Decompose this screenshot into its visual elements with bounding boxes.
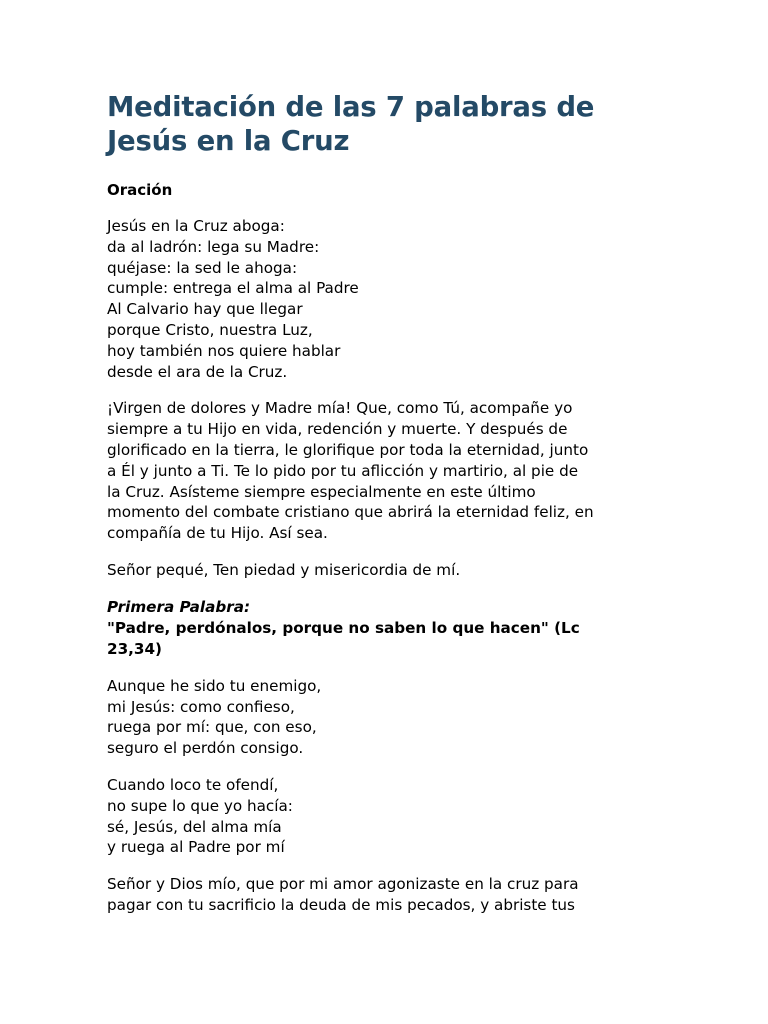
paragraph-line: momento del combate cristiano que abrirá la eternidad feliz, en: [107, 503, 594, 522]
poem-line: Jesús en la Cruz aboga:: [107, 217, 285, 235]
title-line: Meditación de las 7 palabras de: [107, 91, 595, 123]
poem-line: Cuando loco te ofendí,: [107, 775, 279, 794]
document-title: [107, 90, 668, 158]
paragraph-line: ¡Virgen de dolores y Madre mía! Que, como Tú, acompañe yo: [107, 399, 573, 418]
poem-line: sé, Jesús, del alma mía: [107, 817, 282, 836]
poem-line: hoy también nos quiere hablar: [107, 341, 341, 360]
senor-peque-paragraph: [107, 560, 668, 581]
paragraph-line: Señor y Dios mío, que por mi amor agonizaste en la cruz para: [107, 875, 579, 894]
poem-line: quéjase: la sed le ahoga:: [107, 258, 298, 277]
section-quote-line: "Padre, perdónalos, porque no saben lo que hacen" (Lc: [107, 618, 580, 637]
paragraph-line: siempre a tu Hijo en vida, redención y muerte. Y después de: [107, 420, 568, 439]
title-line: Jesús en la Cruz: [107, 125, 350, 157]
poem-line: no supe lo que yo hacía:: [107, 796, 293, 815]
poem-line: y ruega al Padre por mí: [107, 838, 285, 857]
poem-line: desde el ara de la Cruz.: [107, 362, 288, 381]
poem-line: Aunque he sido tu enemigo,: [107, 676, 322, 695]
poem-line: da al ladrón: lega su Madre:: [107, 237, 320, 256]
paragraph-line: Señor pequé, Ten piedad y misericordia de mí.: [107, 560, 461, 579]
section-quote-line: 23,34): [107, 639, 162, 658]
poem-stanza-1: [107, 216, 668, 382]
poem-stanza-2: [107, 676, 668, 759]
poem-line: seguro el perdón consigo.: [107, 739, 304, 758]
poem-stanza-3: [107, 775, 668, 858]
poem-line: ruega por mí: que, con eso,: [107, 718, 317, 737]
paragraph-line: la Cruz. Asísteme siempre especialmente en este último: [107, 482, 536, 501]
virgen-paragraph: [107, 398, 668, 544]
paragraph-line: compañía de tu Hijo. Así sea.: [107, 524, 328, 543]
paragraph-line: glorificado en la tierra, le glorifique por toda la eternidad, junto: [107, 440, 589, 459]
poem-line: porque Cristo, nuestra Luz,: [107, 320, 313, 339]
poem-line: Al Calvario hay que llegar: [107, 300, 303, 319]
oracion-heading: Oración: [107, 181, 173, 199]
poem-line: cumple: entrega el alma al Padre: [107, 279, 359, 298]
paragraph-line: a Él y junto a Ti. Te lo pido por tu aflicción y martirio, al pie de: [107, 461, 579, 480]
section-label: Primera Palabra:: [107, 597, 251, 616]
final-paragraph: [107, 874, 668, 916]
poem-line: mi Jesús: como confieso,: [107, 697, 295, 716]
primera-palabra-heading: [107, 597, 668, 660]
paragraph-line: pagar con tu sacrificio la deuda de mis pecados, y abriste tus: [107, 895, 575, 914]
